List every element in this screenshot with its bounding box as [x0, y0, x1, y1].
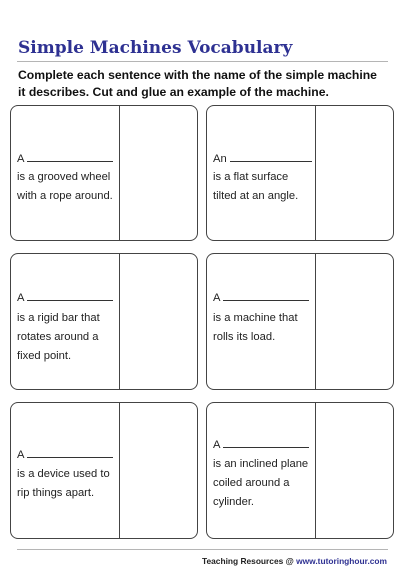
card-article: A: [213, 292, 221, 304]
card-description: [213, 309, 317, 347]
answer-blank[interactable]: [27, 289, 113, 301]
card-prompt: [213, 436, 309, 451]
card-description: [17, 168, 121, 206]
card-article: A: [213, 439, 221, 451]
card-description: [17, 465, 121, 503]
footer-credit: [202, 556, 387, 566]
vocab-card-lever: [10, 253, 198, 390]
vocab-card-inclined-plane: [206, 105, 394, 241]
answer-blank[interactable]: [223, 436, 309, 448]
card-divider: [315, 106, 316, 240]
card-article: An: [213, 153, 227, 165]
instructions: [18, 67, 390, 101]
card-article: A: [17, 449, 25, 461]
instructions-line: it describes. Cut and glue an example of the machine.: [18, 85, 329, 99]
answer-blank[interactable]: [223, 289, 309, 301]
card-divider: [119, 254, 120, 389]
description-line: rolls its load.: [213, 331, 276, 343]
vocab-card-pulley: [10, 105, 198, 241]
description-line: coiled around a: [213, 477, 290, 489]
title-divider: [17, 61, 388, 62]
vocab-card-wheel-and-axle: [206, 253, 394, 390]
description-line: with a rope around.: [17, 190, 113, 202]
vocab-card-screw: [206, 402, 394, 539]
instructions-line: Complete each sentence with the name of the simple machine: [18, 68, 377, 82]
card-divider: [119, 106, 120, 240]
card-divider: [315, 403, 316, 538]
description-line: is a device used to: [17, 468, 110, 480]
card-divider: [119, 403, 120, 538]
answer-blank[interactable]: [27, 446, 113, 458]
card-article: A: [17, 153, 25, 165]
description-line: tilted at an angle.: [213, 190, 299, 202]
description-line: is a grooved wheel: [17, 171, 111, 183]
description-line: is a rigid bar that: [17, 312, 100, 324]
description-line: is a flat surface: [213, 171, 289, 183]
vocab-card-wedge: [10, 402, 198, 539]
description-line: fixed point.: [17, 350, 72, 362]
card-prompt: [213, 150, 312, 165]
description-line: cylinder.: [213, 496, 255, 508]
description-line: is an inclined plane: [213, 458, 309, 470]
footer-label: Teaching Resources @: [201, 556, 294, 566]
footer-url-link[interactable]: www.tutoringhour.com: [296, 556, 387, 566]
description-line: rip things apart.: [17, 487, 95, 499]
description-line: is a machine that: [213, 312, 298, 324]
card-divider: [315, 254, 316, 389]
description-line: rotates around a: [17, 331, 99, 343]
card-prompt: [17, 289, 113, 304]
card-prompt: [17, 150, 113, 165]
card-prompt: [17, 446, 113, 461]
card-description: [213, 168, 317, 206]
card-prompt: [213, 289, 309, 304]
page-title: Simple Machines Vocabulary: [18, 38, 293, 58]
answer-blank[interactable]: [230, 150, 312, 162]
footer-divider: [17, 549, 388, 550]
answer-blank[interactable]: [27, 150, 113, 162]
card-article: A: [17, 292, 25, 304]
card-description: [213, 455, 317, 512]
card-description: [17, 309, 121, 366]
